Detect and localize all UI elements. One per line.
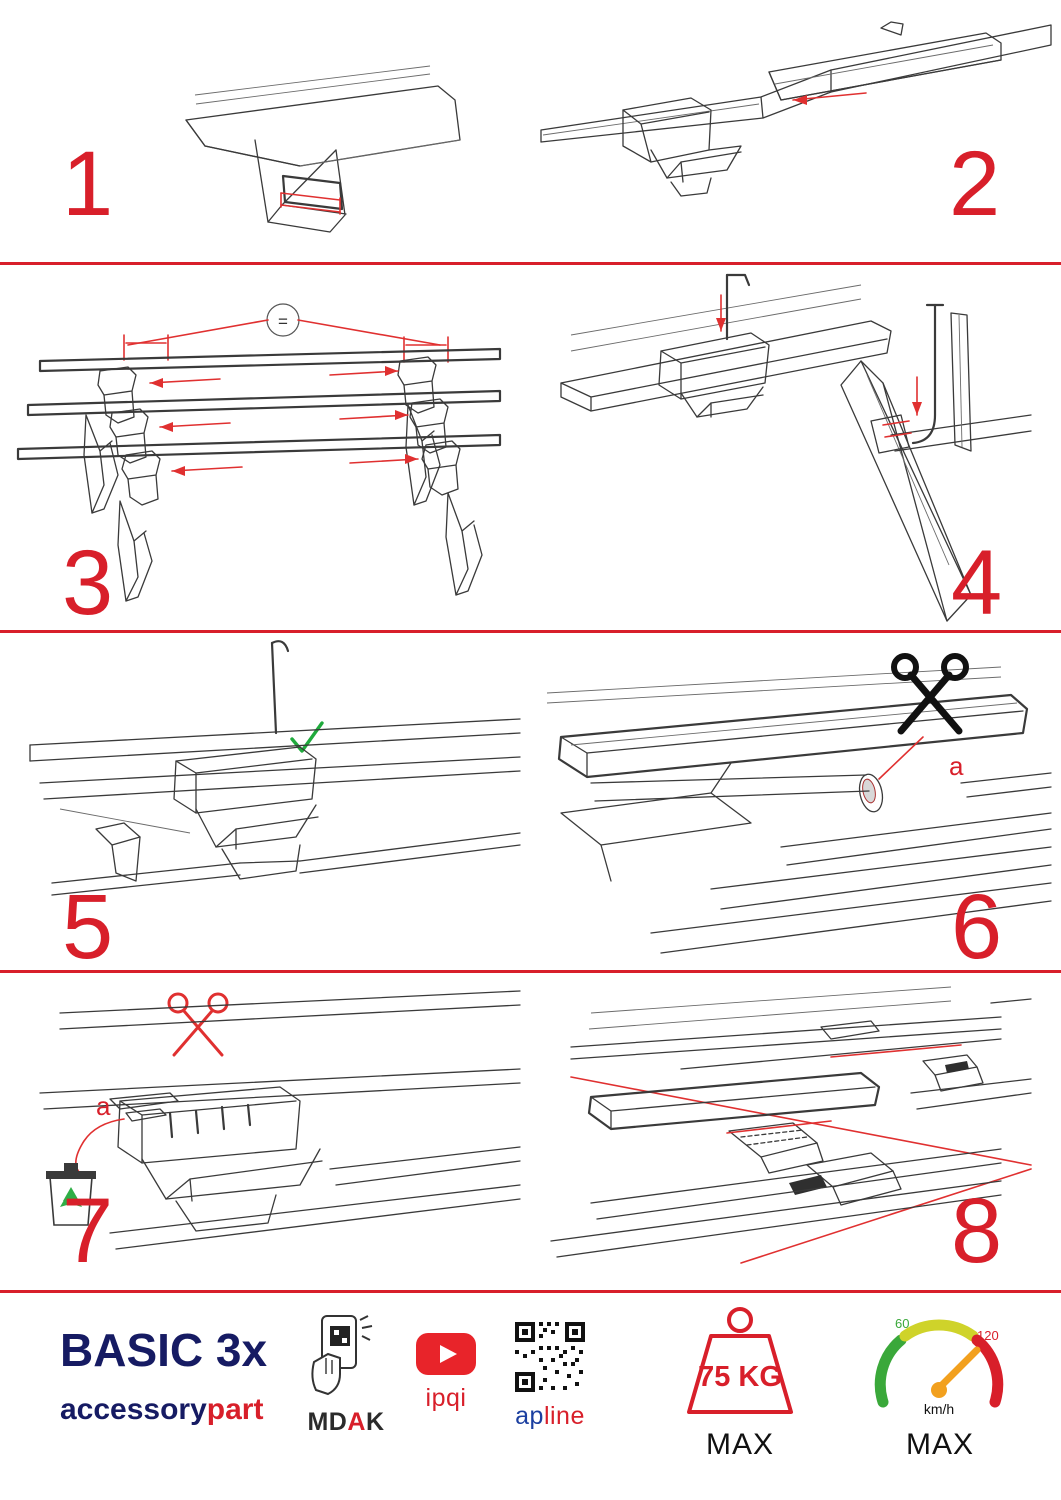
max-load-value: 75 KG — [698, 1361, 782, 1393]
step-2-number: 2 — [949, 133, 1001, 235]
panel-step-6 — [531, 633, 1061, 970]
logo-apline-label: apline — [515, 1402, 585, 1430]
speed-tick-120: 120 — [977, 1328, 999, 1343]
youtube-icon — [415, 1332, 477, 1376]
step-1-number: 1 — [62, 133, 114, 235]
step-8-number: 8 — [951, 1180, 1003, 1282]
logo-mdak-label: MDAK — [307, 1408, 385, 1436]
panel-step-7 — [0, 973, 530, 1290]
step-7-number: 7 — [62, 1180, 114, 1282]
step-3-number: 3 — [62, 532, 114, 630]
step-5-number: 5 — [62, 876, 114, 970]
panel-step-1 — [0, 0, 530, 262]
panel-step-3 — [0, 265, 530, 630]
footer — [0, 1292, 1061, 1500]
step-6-number: 6 — [951, 876, 1003, 970]
max-load-label: MAX — [705, 1428, 774, 1461]
max-load-block — [640, 1306, 840, 1462]
scissors-icon-red — [169, 994, 227, 1055]
max-speed-label: MAX — [905, 1428, 974, 1461]
qr-code-icon — [513, 1320, 587, 1394]
label-a: a — [96, 1091, 111, 1121]
product-title — [60, 1324, 268, 1376]
panel-step-5 — [0, 633, 530, 970]
svg-text:=: = — [278, 312, 288, 331]
logo-apline[interactable] — [480, 1320, 620, 1431]
product-qty-suffix: x — [241, 1324, 268, 1376]
speed-tick-60: 60 — [895, 1316, 910, 1331]
logo-mdak[interactable] — [296, 1314, 396, 1437]
logo-ipqi-label: ipqi — [425, 1384, 467, 1412]
panel-step-8 — [531, 973, 1061, 1290]
qr-scan-hand-icon — [306, 1314, 386, 1400]
brand-block — [60, 1324, 268, 1426]
step-4-number: 4 — [951, 532, 1003, 630]
speedometer-icon — [865, 1306, 1015, 1424]
label-a: a — [949, 751, 964, 781]
panel-step-4 — [531, 265, 1061, 630]
product-name: BASIC 3 — [60, 1324, 242, 1376]
brand-first: accessory — [60, 1393, 207, 1426]
max-speed-block — [845, 1306, 1035, 1462]
speed-unit: km/h — [923, 1401, 955, 1417]
brand-second: part — [206, 1393, 264, 1426]
weight-icon — [675, 1306, 805, 1424]
panel-step-2 — [531, 0, 1061, 262]
brand-name — [60, 1395, 267, 1425]
